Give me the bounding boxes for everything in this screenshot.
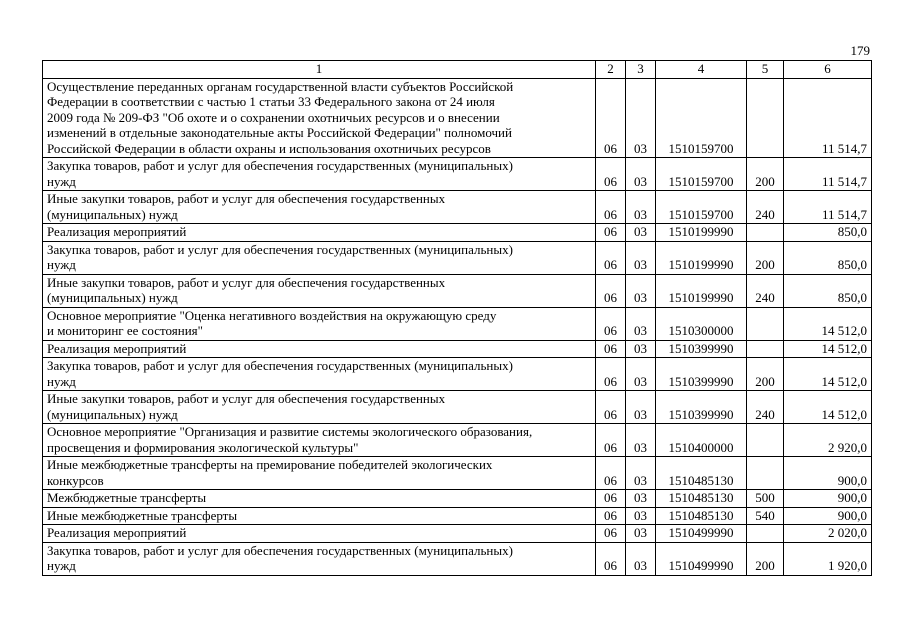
cell-amount: 1 920,0 (784, 542, 872, 575)
cell-subsection: 03 (626, 191, 656, 224)
cell-section: 06 (596, 490, 626, 508)
cell-section: 06 (596, 158, 626, 191)
cell-name: Реализация мероприятий (43, 340, 596, 358)
cell-target-code: 1510399990 (656, 340, 747, 358)
cell-target-code: 1510485130 (656, 507, 747, 525)
cell-target-code: 1510159700 (656, 158, 747, 191)
header-cell-target-code: 4 (656, 61, 747, 79)
table-row (43, 340, 872, 358)
cell-section: 06 (596, 191, 626, 224)
cell-amount: 850,0 (784, 241, 872, 274)
cell-subsection: 03 (626, 241, 656, 274)
cell-expense-type: 200 (747, 241, 784, 274)
cell-expense-type (747, 525, 784, 543)
cell-name: Реализация мероприятий (43, 224, 596, 242)
table-row (43, 191, 872, 224)
cell-name: Основное мероприятие "Оценка негативного воздействия на окружающую среду и мониторинг ее состояния" (43, 307, 596, 340)
cell-target-code: 1510399990 (656, 358, 747, 391)
cell-subsection: 03 (626, 307, 656, 340)
cell-subsection: 03 (626, 391, 656, 424)
table-row (43, 525, 872, 543)
table-row (43, 424, 872, 457)
page-number: 179 (850, 43, 870, 58)
cell-expense-type: 240 (747, 191, 784, 224)
cell-section: 06 (596, 78, 626, 158)
cell-section: 06 (596, 391, 626, 424)
table-row (43, 358, 872, 391)
cell-expense-type: 200 (747, 358, 784, 391)
cell-subsection: 03 (626, 490, 656, 508)
cell-subsection: 03 (626, 274, 656, 307)
cell-amount: 900,0 (784, 490, 872, 508)
cell-name: Закупка товаров, работ и услуг для обеспечения государственных (муниципальных) нужд (43, 542, 596, 575)
cell-target-code: 1510499990 (656, 542, 747, 575)
cell-section: 06 (596, 307, 626, 340)
cell-target-code: 1510485130 (656, 490, 747, 508)
cell-expense-type (747, 457, 784, 490)
cell-amount: 900,0 (784, 507, 872, 525)
cell-name: Межбюджетные трансферты (43, 490, 596, 508)
cell-section: 06 (596, 507, 626, 525)
cell-name: Осуществление переданных органам государственной власти субъектов Российской Федерации в соответствии с частью 1 статьи 33 Федерального закона от 24 июля 2009 года № 209-ФЗ "Об охоте и о сохранении охотничьих ресурсов и о внесении изменений в отдельные законодательные акты Российской Федерации" полномочий Российской Федерации в области охраны и использования охотничьих ресурсов (43, 78, 596, 158)
cell-amount: 14 512,0 (784, 391, 872, 424)
table-row (43, 241, 872, 274)
cell-section: 06 (596, 224, 626, 242)
cell-target-code: 1510485130 (656, 457, 747, 490)
cell-amount: 2 020,0 (784, 525, 872, 543)
cell-amount: 11 514,7 (784, 78, 872, 158)
table-row (43, 391, 872, 424)
cell-name: Реализация мероприятий (43, 525, 596, 543)
cell-expense-type (747, 224, 784, 242)
cell-subsection: 03 (626, 78, 656, 158)
cell-subsection: 03 (626, 340, 656, 358)
table-row (43, 274, 872, 307)
cell-target-code: 1510399990 (656, 391, 747, 424)
cell-name: Иные закупки товаров, работ и услуг для обеспечения государственных (муниципальных) нужд (43, 191, 596, 224)
cell-subsection: 03 (626, 507, 656, 525)
cell-expense-type: 240 (747, 274, 784, 307)
cell-expense-type (747, 307, 784, 340)
cell-target-code: 1510159700 (656, 78, 747, 158)
cell-expense-type (747, 340, 784, 358)
cell-target-code: 1510199990 (656, 274, 747, 307)
cell-expense-type: 240 (747, 391, 784, 424)
header-cell-amount: 6 (784, 61, 872, 79)
header-cell-expense-type: 5 (747, 61, 784, 79)
cell-subsection: 03 (626, 525, 656, 543)
cell-amount: 900,0 (784, 457, 872, 490)
cell-subsection: 03 (626, 224, 656, 242)
table-row (43, 224, 872, 242)
cell-name: Основное мероприятие "Организация и развитие системы экологического образования, просвещения и формирования экологической культуры" (43, 424, 596, 457)
cell-target-code: 1510400000 (656, 424, 747, 457)
cell-section: 06 (596, 274, 626, 307)
cell-subsection: 03 (626, 424, 656, 457)
cell-amount: 14 512,0 (784, 340, 872, 358)
cell-section: 06 (596, 457, 626, 490)
cell-amount: 11 514,7 (784, 158, 872, 191)
table-row (43, 507, 872, 525)
table-body (43, 78, 872, 575)
cell-amount: 11 514,7 (784, 191, 872, 224)
header-cell-name: 1 (43, 61, 596, 79)
cell-subsection: 03 (626, 542, 656, 575)
header-cell-section: 2 (596, 61, 626, 79)
cell-amount: 14 512,0 (784, 307, 872, 340)
cell-expense-type (747, 424, 784, 457)
cell-section: 06 (596, 358, 626, 391)
cell-amount: 2 920,0 (784, 424, 872, 457)
cell-subsection: 03 (626, 457, 656, 490)
cell-name: Иные межбюджетные трансферты (43, 507, 596, 525)
cell-name: Иные закупки товаров, работ и услуг для обеспечения государственных (муниципальных) нужд (43, 274, 596, 307)
cell-target-code: 1510300000 (656, 307, 747, 340)
cell-amount: 850,0 (784, 224, 872, 242)
cell-expense-type: 200 (747, 158, 784, 191)
cell-name: Иные межбюджетные трансферты на премирование победителей экологических конкурсов (43, 457, 596, 490)
header-row (43, 61, 872, 79)
table-row (43, 158, 872, 191)
cell-expense-type: 200 (747, 542, 784, 575)
cell-subsection: 03 (626, 358, 656, 391)
cell-expense-type (747, 78, 784, 158)
cell-target-code: 1510199990 (656, 224, 747, 242)
table-row (43, 542, 872, 575)
cell-expense-type: 540 (747, 507, 784, 525)
cell-name: Закупка товаров, работ и услуг для обеспечения государственных (муниципальных) нужд (43, 358, 596, 391)
header-cell-subsection: 3 (626, 61, 656, 79)
cell-target-code: 1510199990 (656, 241, 747, 274)
cell-section: 06 (596, 340, 626, 358)
cell-section: 06 (596, 542, 626, 575)
cell-name: Закупка товаров, работ и услуг для обеспечения государственных (муниципальных) нужд (43, 241, 596, 274)
cell-section: 06 (596, 241, 626, 274)
cell-name: Иные закупки товаров, работ и услуг для обеспечения государственных (муниципальных) нужд (43, 391, 596, 424)
table-row (43, 457, 872, 490)
cell-section: 06 (596, 424, 626, 457)
cell-target-code: 1510159700 (656, 191, 747, 224)
table-row (43, 78, 872, 158)
cell-expense-type: 500 (747, 490, 784, 508)
cell-amount: 850,0 (784, 274, 872, 307)
table-row (43, 490, 872, 508)
table-row (43, 307, 872, 340)
cell-target-code: 1510499990 (656, 525, 747, 543)
budget-table (42, 60, 872, 576)
cell-amount: 14 512,0 (784, 358, 872, 391)
cell-name: Закупка товаров, работ и услуг для обеспечения государственных (муниципальных) нужд (43, 158, 596, 191)
cell-subsection: 03 (626, 158, 656, 191)
cell-section: 06 (596, 525, 626, 543)
